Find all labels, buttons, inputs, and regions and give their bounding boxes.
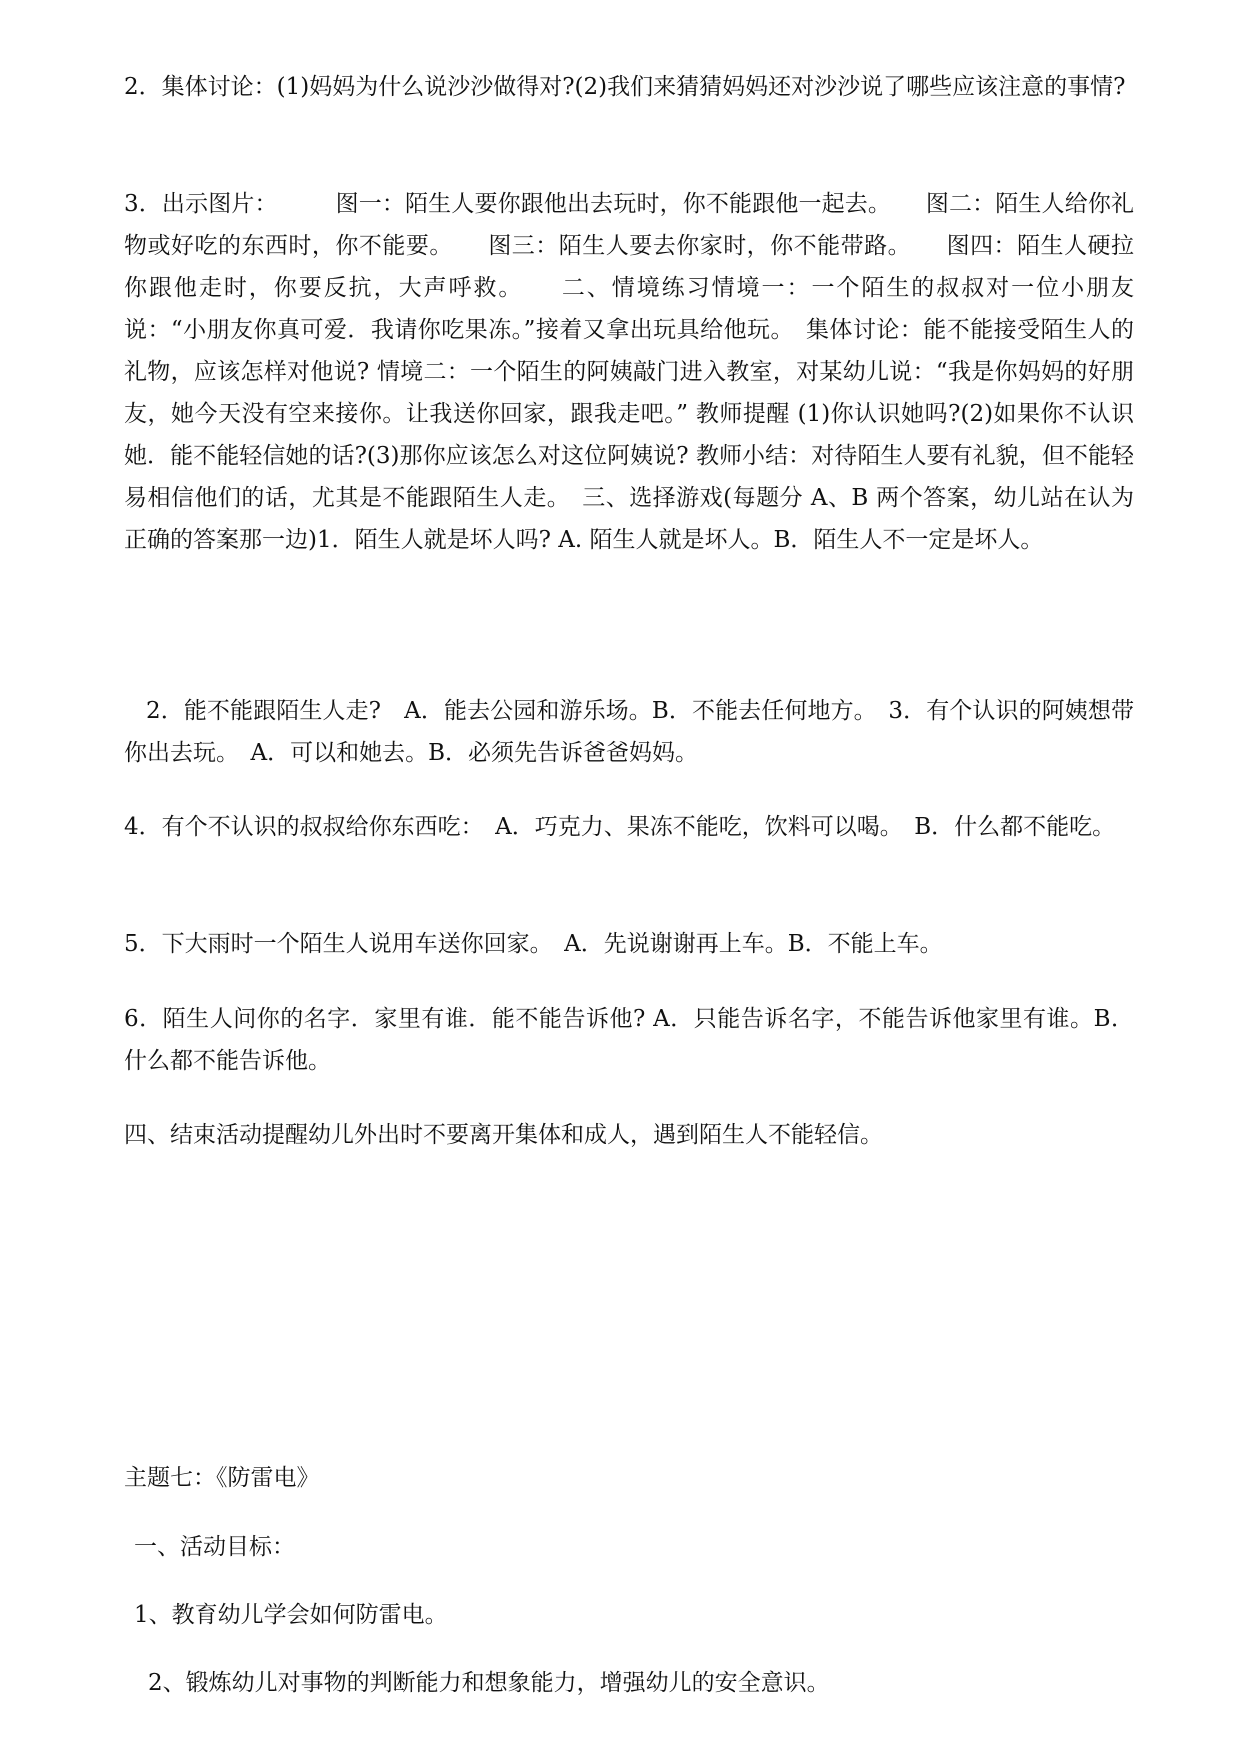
goal-item-1: 1、教育幼儿学会如何防雷电。 (134, 1602, 448, 1628)
paragraph-ending-activity: 四、结束活动提醒幼儿外出时不要离开集体和成人，遇到陌生人不能轻信。 (124, 1122, 883, 1148)
section-heading: 主题七：《防雷电》 (124, 1465, 320, 1491)
section-subheading: 一、活动目标： (134, 1534, 295, 1560)
paragraph-choice-4: 4．有个不认识的叔叔给你东西吃： A．巧克力、果冻不能吃，饮料可以喝。 B．什么都不能吃。 (124, 814, 1116, 840)
paragraph-choice-5: 5．下大雨时一个陌生人说用车送你回家。 A．先说谢谢再上车。B．不能上车。 (124, 931, 943, 957)
goal-item-2: 2、锻炼幼儿对事物的判断能力和想象能力，增强幼儿的安全意识。 (148, 1670, 830, 1696)
paragraph-pictures-and-scenarios: 3．出示图片： 图一：陌生人要你跟他出去玩时，你不能跟他一起去。 图二：陌生人给你礼物或好吃的东西时，你不能要。 图三：陌生人要去你家时，你不能带路。 图四：陌生人硬拉你跟他走时，你要反抗，大声呼救。 二、情境练习情境一：一个陌生的叔叔对一位小朋友说：“小朋友你真可爱．我请你吃果冻。”接着又拿出玩具给他玩。 集体讨论：能不能接受陌生人的礼物，应该怎样对他说? 情境二：一个陌生的阿姨敲门进入教室，对某幼儿说：“我是你妈妈的好朋友，她今天没有空来接你。让我送你回家，跟我走吧。” 教师提醒 (1)你认识她吗?(2)如果你不认识她．能不能轻信她的话?(3)那你应该怎么对这位阿姨说? 教师小结：对待陌生人要有礼貌，但不能轻易相信他们的话，尤其是不能跟陌生人走。 三、选择游戏(每题分 A、B 两个答案，幼儿站在认为正确的答案那一边)1．陌生人就是坏人吗? A. 陌生人就是坏人。B．陌生人不一定是坏人。 (124, 191, 1134, 553)
paragraph-discussion: 2．集体讨论：(1)妈妈为什么说沙沙做得对?(2)我们来猜猜妈妈还对沙沙说了哪些应该注意的事情? (124, 74, 1126, 100)
paragraph-choice-6: 6．陌生人问你的名字．家里有谁．能不能告诉他? A．只能告诉名字，不能告诉他家里有谁。B．什么都不能告诉他。 (124, 1006, 1134, 1074)
paragraph-choice-2-3: 2．能不能跟陌生人走? A．能去公园和游乐场。B．不能去任何地方。 3．有个认识的阿姨想带你出去玩。 A．可以和她去。B．必须先告诉爸爸妈妈。 (124, 698, 1134, 766)
